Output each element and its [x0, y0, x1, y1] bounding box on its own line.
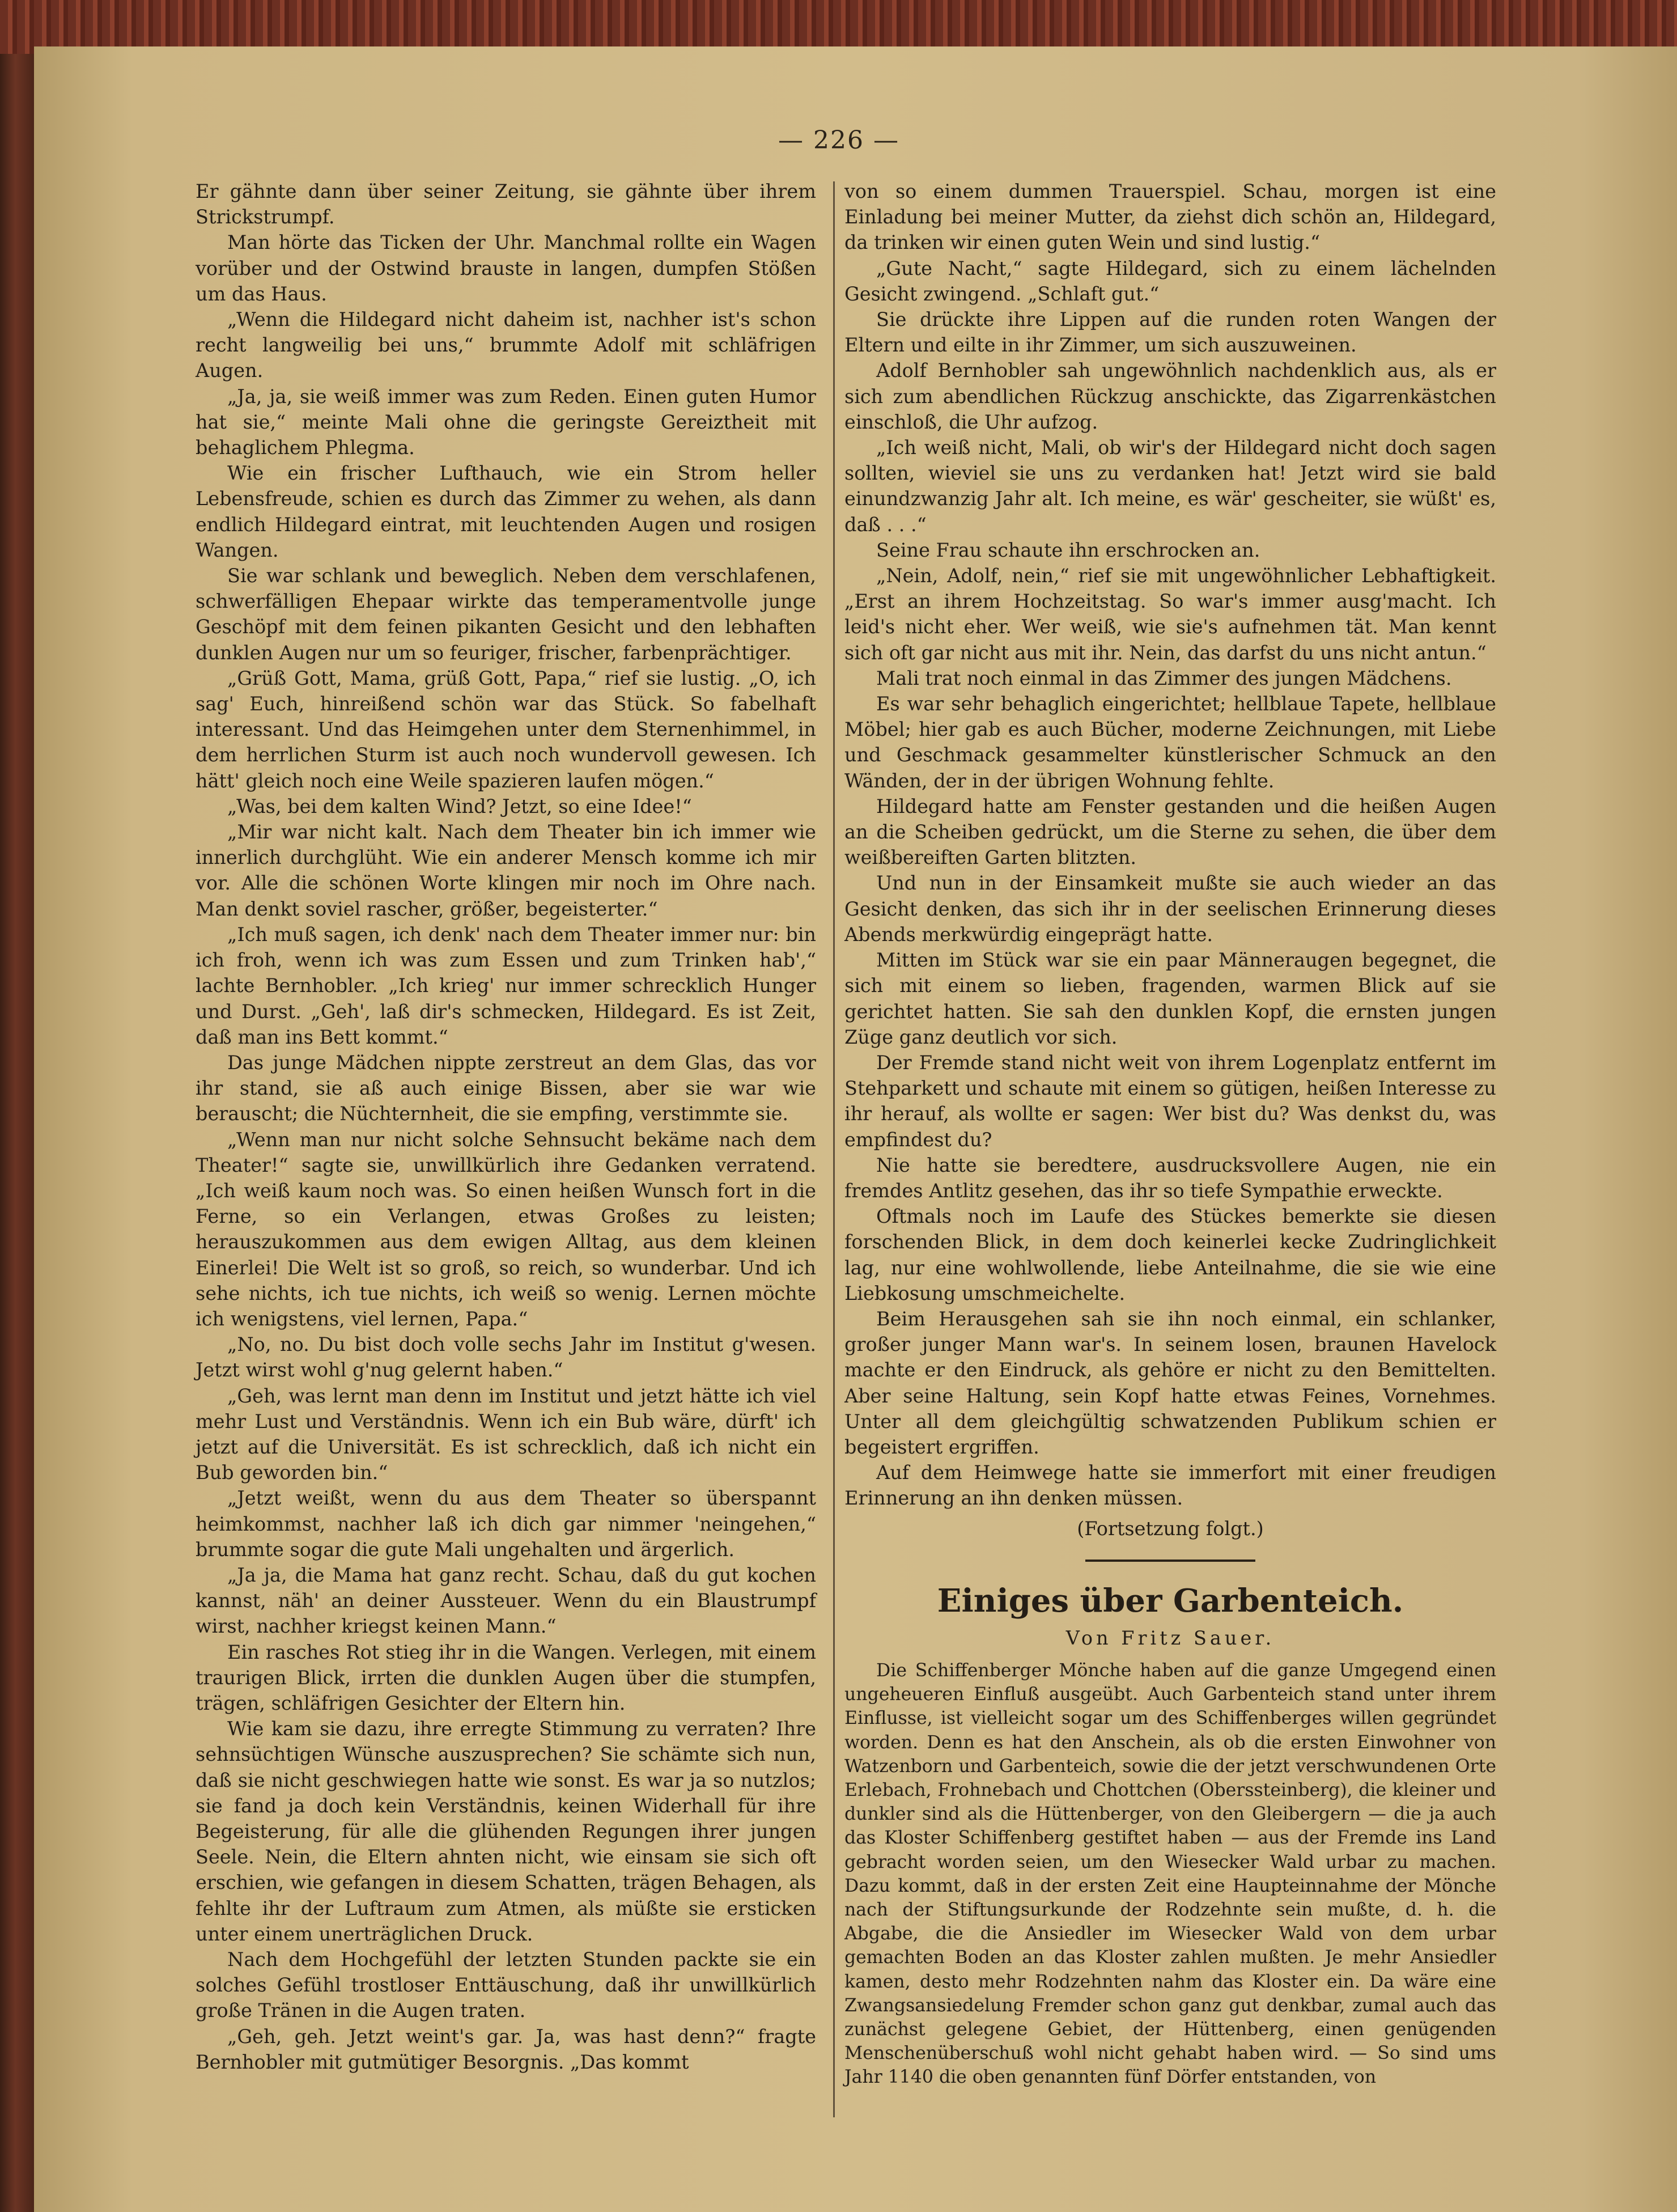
paragraph: Sie war schlank und beweglich. Neben dem verschlafenen, schwerfälligen Ehepaar wirkte das temperamentvolle junge Geschöpf mit dem feinen pikanten Gesicht und den lebhaften dunklen Augen nur um so feuriger, frischer, farbenprächtiger. [196, 565, 816, 664]
paragraph: Sie drückte ihre Lippen auf die runden roten Wangen der Eltern und eilte in ihr Zimmer, um sich auszuweinen. [844, 308, 1496, 357]
article-title: Einiges über Garbenteich. [937, 1582, 1404, 1620]
paragraph: Wie kam sie dazu, ihre erregte Stimmung zu verraten? Ihre sehnsüchtigen Wünsche auszusprechen? Sie schämte sich nun, daß sie nicht geschwiegen hatte wie sonst. Es war ja so nutzlos; sie fand ja doch kein Verständnis, keinen Widerhall für ihre Begeisterung, für alle die glühenden Regungen ihrer jungen Seele. Nein, die Eltern ahnten nicht, wie einsam sie sich oft erschien, wie gefangen in diesem Schatten, trägen Behagen, als fehlte ihr der Luftraum zum Atmen, als müßte sie ersticken unter einem unerträglichen Druck. [196, 1718, 816, 1945]
paragraph: Mitten im Stück war sie ein paar Männeraugen begegnet, die sich mit einem so lieben, fragenden, warmen Blick auf sie gerichtet hatten. Sie sah den dunklen Kopf, die ernsten jungen Züge ganz deutlich vor sich. [844, 949, 1496, 1048]
right-column [844, 179, 1496, 2090]
article-body: Die Schiffenberger Mönche haben auf die ganze Umgegend einen ungeheueren Einfluß ausgeübt. Auch Garbenteich stand unter ihrem Einflusse, ist vielleicht sogar um des Schiffenberges willen gegründet worden. Denn es hat den Anschein, als ob die ersten Einwohner von Watzenborn und Garbenteich, sowie die der jetzt verschwundenen Orte Erlebach, Frohnebach und Chottchen (Oberssteinberg), die kleiner und dunkler sind als die Hüttenberger, von den Gleibergern — die ja auch das Kloster Schiffenberg gestiftet haben — aus der Fremde ins Land gebracht worden seien, um den Wiesecker Wald urbar zu machen. Dazu kommt, daß in der ersten Zeit eine Haupteinnahme der Mönche nach der Stiftungsurkunde der Rodzehnte sein mußte, d. h. die Abgabe, die die Ansiedler im Wiesecker Wald von dem urbar gemachten Boden an das Kloster zahlen mußten. Je mehr Ansiedler kamen, desto mehr Rodzehnten nahm das Kloster ein. Da wäre eine Zwangsansiedelung Fremder schon ganz gut denkbar, zumal auch das zunächst gelegene Gebiet, der Hüttenberg, einen genügenden Menschenüberschuß wohl nicht gehabt haben wird. — So sind ums Jahr 1140 die oben genannten fünf Dörfer entstanden, von [844, 1660, 1496, 2088]
paragraph: Adolf Bernhobler sah ungewöhnlich nachdenklich aus, als er sich zum abendlichen Rückzug anschickte, das Zigarrenkästchen einschloß, die Uhr aufzog. [844, 359, 1496, 433]
paragraph: „Ich weiß nicht, Mali, ob wir's der Hildegard nicht doch sagen sollten, wieviel sie uns zu verdanken hat! Jetzt wird sie bald einundzwanzig Jahr alt. Ich meine, es wär' gescheiter, sie wüßt' es, daß . . .“ [844, 437, 1496, 536]
page-number: — 226 — [778, 126, 899, 155]
paragraph: „Ja, ja, sie weiß immer was zum Reden. Einen guten Humor hat sie,“ meinte Mali ohne die geringste Gereiztheit mit behaglichem Phlegma. [196, 385, 816, 459]
paragraph: „Gute Nacht,“ sagte Hildegard, sich zu einem lächelnden Gesicht zwingend. „Schlaft gut.“ [844, 257, 1496, 305]
paragraph: Wie ein frischer Lufthauch, wie ein Strom heller Lebensfreude, schien es durch das Zimmer zu wehen, als dann endlich Hildegard eintrat, mit leuchtenden Augen und rosigen Wangen. [196, 462, 816, 561]
paragraph: „Nein, Adolf, nein,“ rief sie mit ungewöhnlicher Lebhaftigkeit. „Erst an ihrem Hochzeitstag. So war's immer ausg'macht. Ich leid's nicht eher. Wer weiß, wie sie's aufnehmen tät. Man kennt sich oft gar nicht aus mit ihr. Nein, das darfst du uns nicht antun.“ [844, 565, 1496, 664]
paragraph: „No, no. Du bist doch volle sechs Jahr im Institut g'wesen. Jetzt wirst wohl g'nug gelernt haben.“ [196, 1333, 816, 1382]
paragraph: „Ich muß sagen, ich denk' nach dem Theater immer nur: bin ich froh, wenn ich was zum Essen und zum Trinken hab',“ lachte Bernhobler. „Ich krieg' nur immer schrecklich Hunger und Durst. „Geh', laß dir's schmecken, Hildegard. Es ist Zeit, daß man ins Bett kommt.“ [196, 923, 816, 1048]
paragraph: „Wenn man nur nicht solche Sehnsucht bekäme nach dem Theater!“ sagte sie, unwillkürlich ihre Gedanken verratend. „Ich weiß kaum noch was. So einen heißen Wunsch fort in die Ferne, so ein Verlangen, etwas Großes zu leisten; herauszukommen aus dem ewigen Alltag, aus dem kleinen Einerlei! Die Welt ist so groß, so reich, so wunderbar. Und ich sehe nichts, ich tue nichts, ich weiß so wenig. Lernen möchte ich wenigstens, viel lernen, Papa.“ [196, 1128, 816, 1330]
column-divider [833, 181, 835, 2117]
page-edge-band [0, 0, 1677, 54]
paragraph: Oftmals noch im Laufe des Stückes bemerkte sie diesen forschenden Blick, in dem doch keinerlei kecke Zudringlichkeit lag, nur eine wohlwollende, liebe Anteilnahme, die sie wie eine Liebkosung umschmeichelte. [844, 1205, 1496, 1304]
paragraph: Der Fremde stand nicht weit von ihrem Logenplatz entfernt im Stehparkett und schaute mit einem so gütigen, heißen Interesse zu ihr herauf, als wollte er sagen: Wer bist du? Was denkst du, was empfindest du? [844, 1051, 1496, 1151]
paragraph: Und nun in der Einsamkeit mußte sie auch wieder an das Gesicht denken, das sich ihr in der seelischen Erinnerung dieses Abends merkwürdig eingeprägt hatte. [844, 872, 1496, 946]
paragraph: Mali trat noch einmal in das Zimmer des jungen Mädchens. [876, 667, 1452, 689]
paragraph: Es war sehr behaglich eingerichtet; hellblaue Tapete, hellblaue Möbel; hier gab es auch Bücher, moderne Zeichnungen, mit Liebe und Geschmack gesammelter künstlerischer Schmuck an den Wänden, der in der übrigen Wohnung fehlte. [844, 693, 1496, 792]
paragraph: „Grüß Gott, Mama, grüß Gott, Papa,“ rief sie lustig. „O, ich sag' Euch, hinreißend schön war das Stück. So fabelhaft interessant. Und das Heimgehen unter dem Sternenhimmel, in dem herrlichen Sturm ist auch noch wundervoll gewesen. Ich hätt' gleich noch eine Weile spazieren laufen mögen.“ [196, 667, 816, 792]
paragraph: Er gähnte dann über seiner Zeitung, sie gähnte über ihrem Strickstrumpf. [196, 180, 816, 228]
paragraph: Seine Frau schaute ihn erschrocken an. [876, 539, 1260, 561]
paragraph: Nie hatte sie beredtere, ausdrucksvollere Augen, nie ein fremdes Antlitz gesehen, das ihr so tiefe Sympathie erweckte. [844, 1154, 1496, 1202]
paragraph: „Was, bei dem kalten Wind? Jetzt, so eine Idee!“ [227, 795, 692, 817]
paragraph: „Mir war nicht kalt. Nach dem Theater bin ich immer wie innerlich durchglüht. Wie ein anderer Mensch komme ich mir vor. Alle die schönen Worte klingen mir noch im Ohre nach. Man denkt soviel rascher, größer, begeisterter.“ [196, 821, 816, 920]
paragraph: von so einem dummen Trauerspiel. Schau, morgen ist eine Einladung bei meiner Mutter, da ziehst dich schön an, Hildegard, da trinken wir einen guten Wein und sind lustig.“ [844, 180, 1496, 254]
paragraph: Das junge Mädchen nippte zerstreut an dem Glas, das vor ihr stand, sie aß auch einige Bissen, aber sie war wie berauscht; die Nüchternheit, die sie empfing, verstimmte sie. [196, 1051, 816, 1125]
paragraph: Auf dem Heimwege hatte sie immerfort mit einer freudigen Erinnerung an ihn denken müssen. [844, 1461, 1496, 1510]
paragraph: Nach dem Hochgefühl der letzten Stunden packte sie ein solches Gefühl trostloser Enttäuschung, daß ihr unwillkürlich große Tränen in die Augen traten. [196, 1948, 816, 2022]
paragraph: „Wenn die Hildegard nicht daheim ist, nachher ist's schon recht langweilig bei uns,“ brummte Adolf mit schläfrigen Augen. [196, 308, 816, 382]
left-column [196, 179, 816, 2075]
paragraph: „Geh, was lernt man denn im Institut und jetzt hätte ich viel mehr Lust und Verständnis. Wenn ich ein Bub wäre, dürft' ich jetzt auf die Universität. Es ist schrecklich, daß ich nicht ein Bub geworden bin.“ [196, 1384, 816, 1484]
continuation-note: (Fortsetzung folgt.) [1077, 1517, 1264, 1540]
paragraph: „Jetzt weißt, wenn du aus dem Theater so überspannt heimkommst, nachher laß ich dich gar nimmer 'neingehen,“ brummte sogar die gute Mali ungehalten und ärgerlich. [196, 1487, 816, 1561]
paragraph: „Ja ja, die Mama hat ganz recht. Schau, daß du gut kochen kannst, näh' an deiner Aussteuer. Wenn du ein Blaustrumpf wirst, nachher kriegst keinen Mann.“ [196, 1563, 816, 1638]
paragraph: Ein rasches Rot stieg ihr in die Wangen. Verlegen, mit einem traurigen Blick, irrten die dunklen Augen über die stumpfen, trägen, schläfrigen Gesichter der Eltern hin. [196, 1641, 816, 1714]
paragraph: Beim Herausgehen sah sie ihn noch einmal, ein schlanker, großer junger Mann war's. In seinem losen, braunen Havelock machte er den Eindruck, als gehöre er nicht zu den Bemittelten. Aber seine Haltung, sein Kopf hatte etwas Feines, Vornehmes. Unter all dem gleichgültig schwatzenden Publikum schien er begeistert ergriffen. [844, 1307, 1496, 1458]
paragraph: „Geh, geh. Jetzt weint's gar. Ja, was hast denn?“ fragte Bernhobler mit gutmütiger Besorgnis. „Das kommt [196, 2025, 816, 2073]
paragraph: Hildegard hatte am Fenster gestanden und die heißen Augen an die Scheiben gedrückt, um die Sterne zu sehen, die über dem weißbereiften Garten blitzten. [844, 795, 1496, 869]
article-byline: Von Fritz Sauer. [1065, 1626, 1275, 1649]
book-binding [0, 0, 34, 2212]
section-rule [1085, 1560, 1255, 1562]
paragraph: Man hörte das Ticken der Uhr. Manchmal rollte ein Wagen vorüber und der Ostwind brauste in langen, dumpfen Stößen um das Haus. [196, 231, 816, 305]
